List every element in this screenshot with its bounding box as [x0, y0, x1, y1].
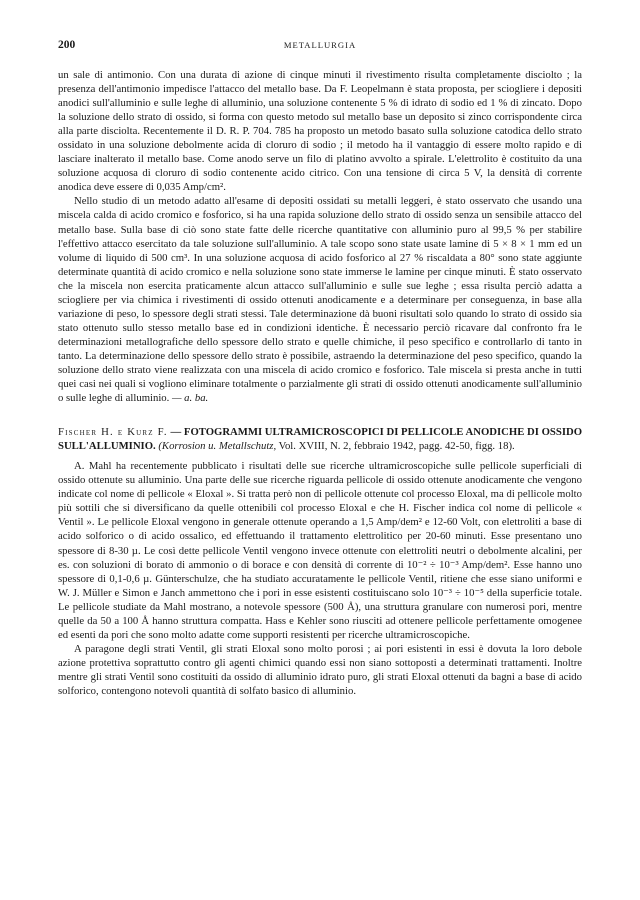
- intro-paragraph-2-text: Nello studio di un metodo adatto all'esame di depositi ossidati su metalli leggeri, è stato osservato che usando una miscela calda di acido cromico e fosforico, si ha una rapida soluzione dello strato di ossido senza un sensibile attacco del metallo base. Sulla base di ciò sono state fatte delle ricerche quantitative con alluminio puro al 99,5 % per stabilire l'effettivo attacco esercitato da tale soluzione sull'alluminio. A tale scopo sono state usate lamine di 5 × 8 × 1 mm ed un volume di liquido di 500 cm³. In una soluzione acquosa di acido fosforico al 27 % riscaldata a 80° sono state aggiunte determinate quantità di acido cromico e nella soluzione sono state immerse le lamine per cinque minuti. È stato osservato che la miscela non esercita praticamente alcun attacco sull'alluminio e sulle sue leghe ; essa risulta perciò adatta a sciogliere per via chimica i rivestimenti di ossido ottenuti anodicamente e a determinare per conseguenza, in base alla variazione di peso, lo spessore degli strati stessi. Tale determinazione dà buoni risultati solo quando lo strato di ossido sia stato ottenuto sullo stesso metallo base ed in condizioni identiche. È necessario perciò ricavare dal confronto fra le determinazioni metallografiche dello spessore dello strato e quelle chimiche, il peso specifico e controllarlo di tanto in tanto. La determinazione dello spessore dello strato è possibile, astraendo la determinazione del peso specifico, quando la soluzione dello strato viene realizzata con una miscela di acido cromico e fosforico. Tale miscela si presta anche in tutti quei casi nei quali si vogliono eliminare totalmente o parzialmente gli strati di ossido ottenuti anodicamente sull'alluminio o sulle leghe di alluminio.: [58, 195, 582, 405]
- page-body: [58, 68, 582, 698]
- author-signature: — a. ba.: [171, 392, 209, 405]
- section-gap: [58, 405, 582, 425]
- article-journal: (Korrosion u. Metallschutz,: [158, 440, 277, 453]
- page-number: 200: [58, 39, 76, 51]
- article-heading: [58, 425, 582, 453]
- running-title: METALLURGIA: [283, 40, 357, 50]
- article-paragraph-2: A paragone degli strati Ventil, gli strati Eloxal sono molto porosi ; ai pori esistenti in essi è dovuta la loro debole azione protettiva soprattutto contro gli agenti chimici quando essi non siano sottoposti a determinati trattamenti. Inoltre mentre gli strati Ventil sono costituiti da ossido di alluminio idrato puro, gli strati Eloxal ottenuti da bagni a base di acido solforico, contengono notevoli quantità di solfato basico di alluminio.: [58, 642, 582, 697]
- article-title: — FOTOGRAMMI ULTRAMICROSCOPICI DI PELLICOLE ANODICHE DI OSSIDO SULL'ALLUMINIO.: [58, 426, 583, 453]
- page-header: [58, 39, 582, 55]
- intro-paragraph-2: [58, 194, 582, 405]
- article-citation: Vol. XVIII, N. 2, febbraio 1942, pagg. 42-50, figg. 18).: [278, 440, 515, 453]
- article-authors: Fischer H. e Kurz F.: [58, 426, 168, 439]
- intro-paragraph-1: un sale di antimonio. Con una durata di azione di cinque minuti il rivestimento risulta completamente disciolto ; la presenza dell'antimonio impedisce l'attacco del metallo base. Da F. Leopelmann è stata proposta, per sciogliere i depositi anodici sull'alluminio e sulle leghe di alluminio, una soluzione contenente 5 % di idrato di sodio ed 1 % di zincato. Dopo la soluzione dello strato di ossido, si forma con questo metodo sul metallo base un deposito si zinco corrispondente circa alla parte disciolta. Recentemente il D. R. P. 704. 785 ha proposto un metodo basato sulla soluzione catodica dello strato ossidato in una soluzione debolmente acida di cloruro di sodio ; il metodo ha il vantaggio di essere molto rapido e di lasciare inalterato il metallo base. Come anodo serve un filo di platino avvolto a spirale. L'elettrolito è costituito da una soluzione acquosa di cloruro di sodio contenente acido citrico. Con una tensione di circa 5 V, la densità di corrente anodica deve essere di 0,035 Amp/cm².: [58, 69, 582, 194]
- article-paragraph-1: A. Mahl ha recentemente pubblicato i risultati delle sue ricerche ultramicroscopiche sulle pellicole superficiali di ossido ottenute su alluminio. Una parte delle sue ricerche riguarda pellicole di ossido ottenute anodicamente che vengono indicate col nome di pellicole « Eloxal ». Si tratta però non di pellicole ottenute col processo Eloxal, ma di pellicole molto più sottili che si diversificano da quelle ottenibili col processo Eloxal e che H. Fischer indica col nome di pellicole « Ventil ». Le pellicole Eloxal vengono in generale ottenute operando a 1,5 Amp/dem² e 12-60 Volt, con elettroliti a base di acido solforico o di acido ossalico, ed effettuando il trattamento elettrolitico per 20-60 minuti. Esse presentano uno spessore di 8-30 µ. Le così dette pellicole Ventil vengono invece ottenute con elettroliti neutri o debolmente alcalini, per es. con soluzioni di borato di ammonio o di borace e con densità di corrente di 10⁻² ÷ 10⁻³ Amp/dem². Esse hanno uno spessore di 0,1-0,6 µ. Günterschulze, che ha studiato accuratamente le pellicole Ventil, ritiene che esse siano uniformi e W. J. Müller e Simon e Janch ammettono che i pori in esse esistenti costituiscano solo 10⁻³ ÷ 10⁻⁵ della superficie totale. Le pellicole studiate da Mahl mostrano, a notevole spessore (500 Å), una struttura granulare con numerosi pori, mentre quelle da 50 a 100 Å hanno struttura compatta. Hass e Kehler sono riusciti ad ottenere pellicole perfettamente omogenee ed esenti da pori che sono molto adatte come supporti resistenti per ricerche ultramicroscopiche.: [58, 460, 582, 641]
